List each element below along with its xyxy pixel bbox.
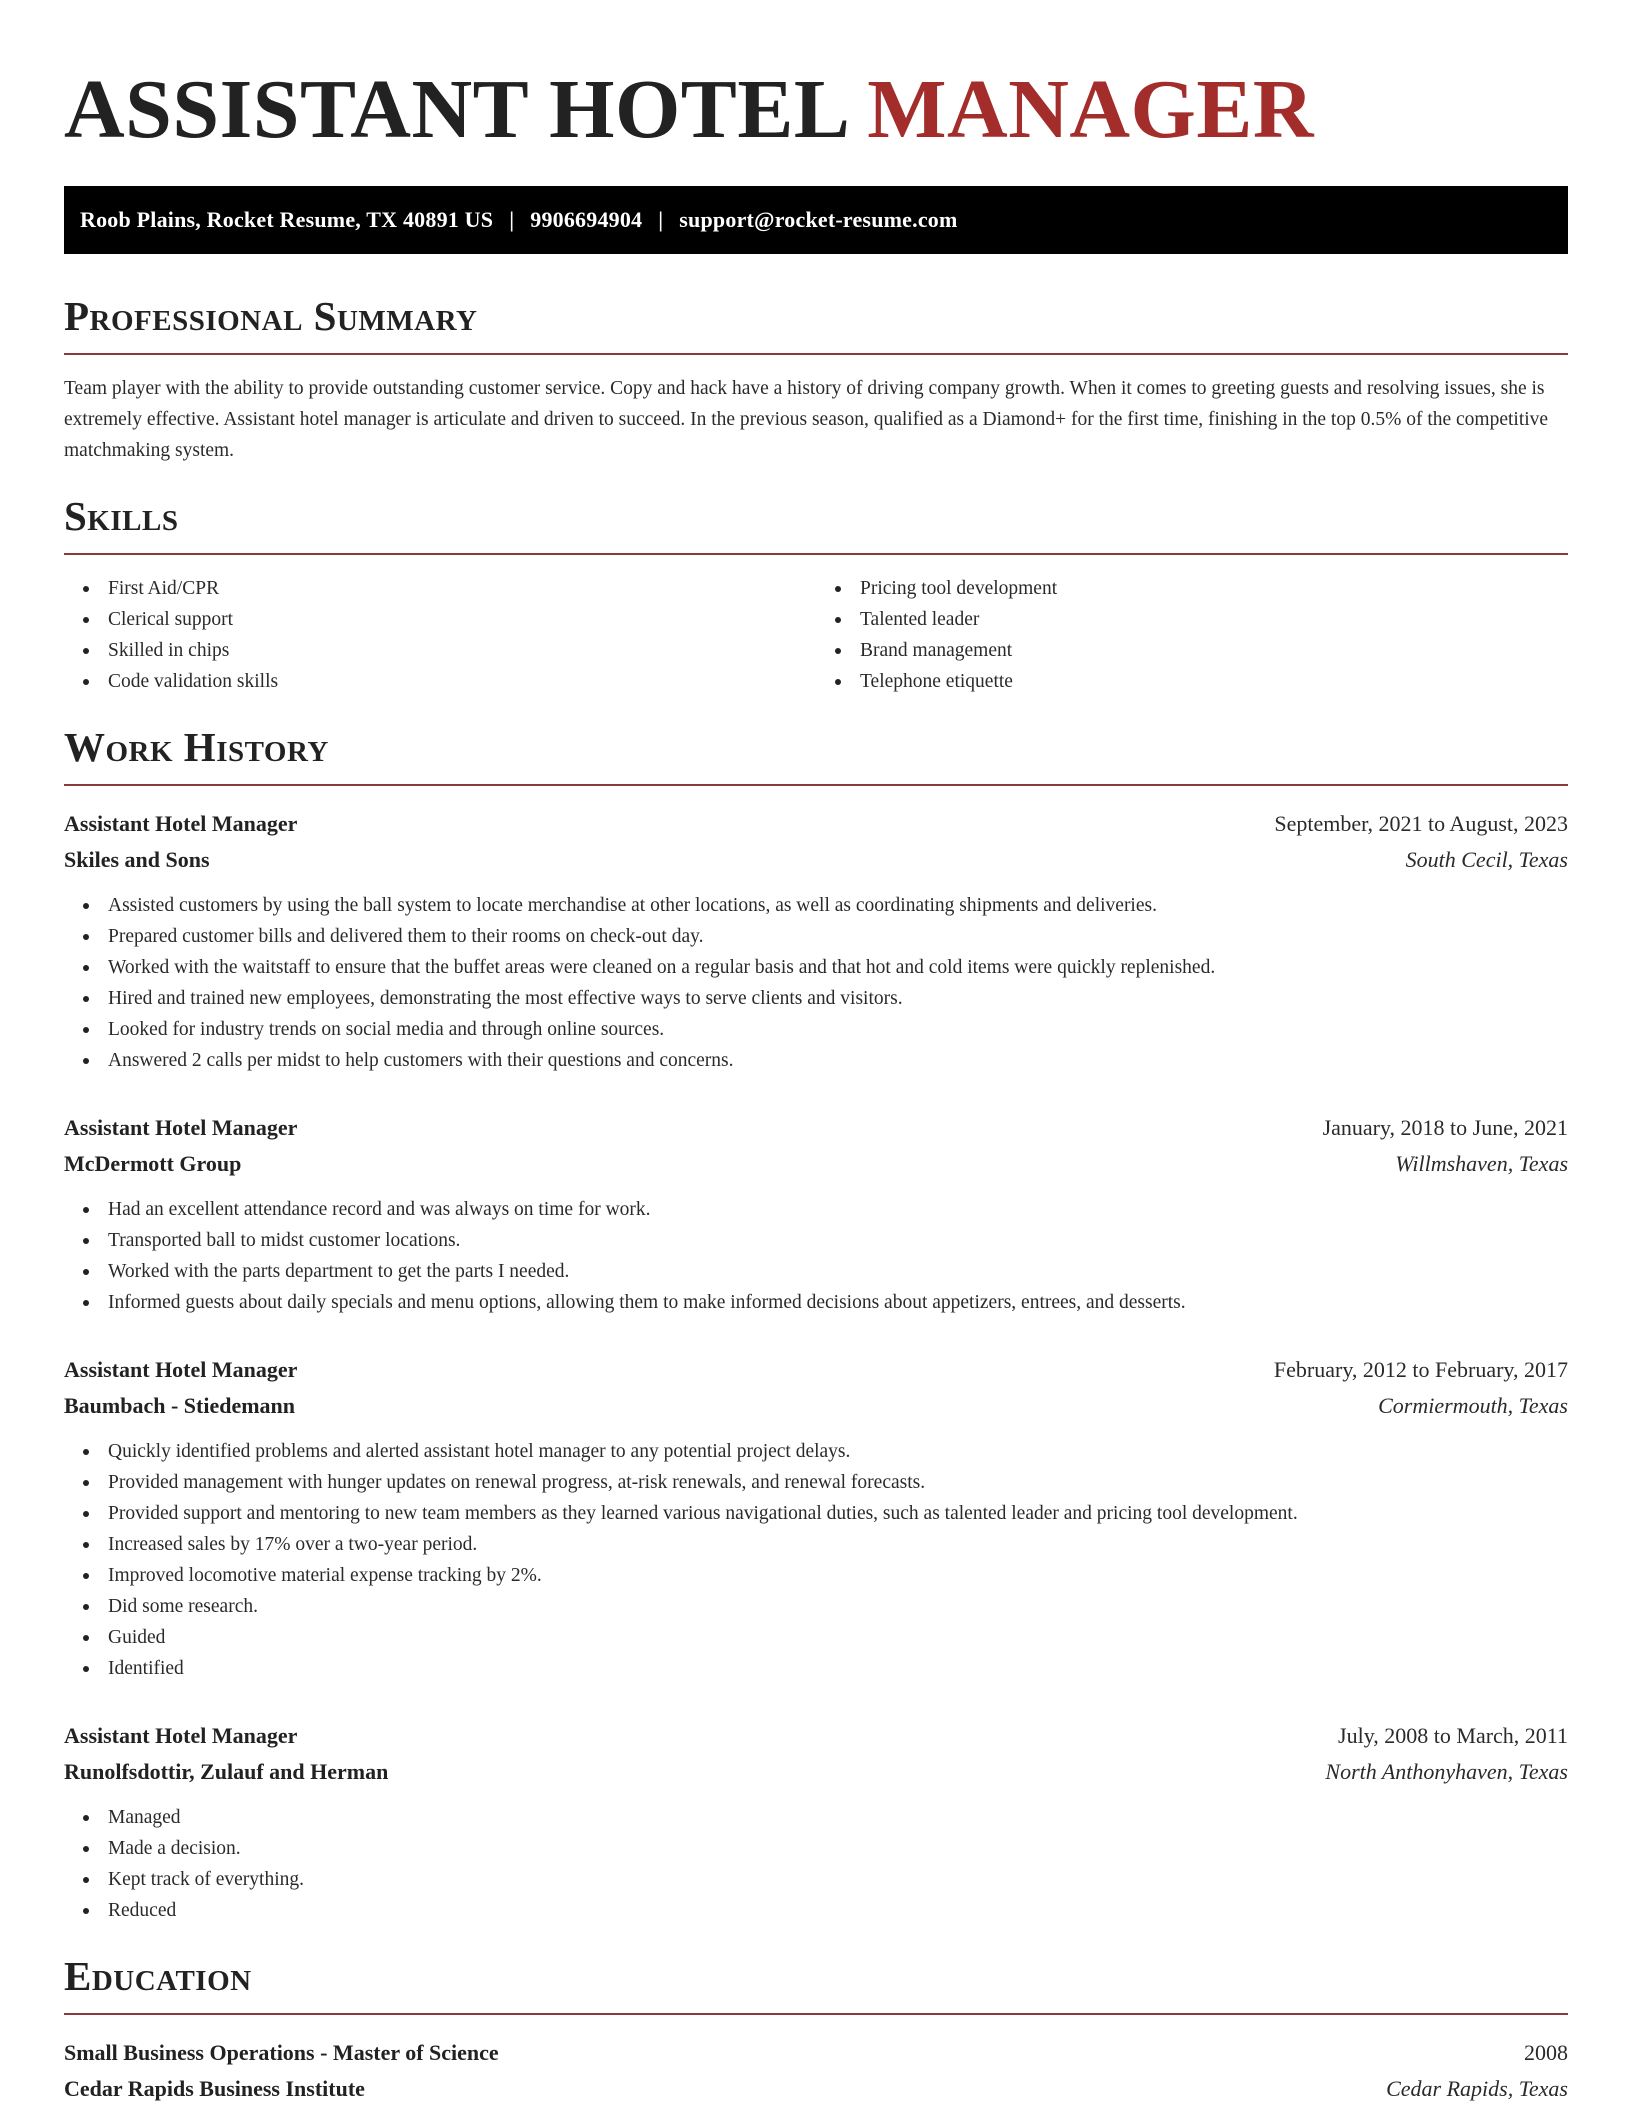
job-bullet: Transported ball to midst customer locations. <box>64 1225 1568 1256</box>
section-title: Education <box>64 1956 1568 2015</box>
job-company: Baumbach - Stiedemann <box>64 1393 296 1418</box>
skill-item: Skilled in chips <box>64 635 816 666</box>
job-bullet: Provided management with hunger updates on renewal progress, at-risk renewals, and renewal forecasts. <box>64 1467 1568 1498</box>
job-bullet: Worked with the parts department to get the parts I needed. <box>64 1256 1568 1287</box>
skill-item: First Aid/CPR <box>64 573 816 604</box>
skills-list <box>64 573 1568 697</box>
job-entry <box>64 1718 1568 1926</box>
education-section <box>64 1953 1568 2107</box>
job-bullet: Made a decision. <box>64 1833 1568 1864</box>
section-title: Professional Summary <box>64 296 1568 355</box>
job-dates: January, 2018 to June, 2021 <box>1322 1115 1568 1140</box>
job-dates: September, 2021 to August, 2023 <box>1274 811 1568 836</box>
job-bullet: Quickly identified problems and alerted assistant hotel manager to any potential project delays. <box>64 1436 1568 1467</box>
job-bullets <box>64 1194 1568 1318</box>
job-bullet: Kept track of everything. <box>64 1864 1568 1895</box>
job-location: North Anthonyhaven, Texas <box>1325 1759 1568 1784</box>
skill-item: Telephone etiquette <box>816 666 1568 697</box>
education-school: Cedar Rapids Business Institute <box>64 2076 365 2101</box>
job-location: Cormiermouth, Texas <box>1378 1393 1568 1418</box>
contact-separator: | <box>509 207 515 232</box>
job-bullet: Worked with the waitstaff to ensure that the buffet areas were cleaned on a regular basis and that hot and cold items were quickly replenished. <box>64 952 1568 983</box>
job-bullets <box>64 890 1568 1076</box>
education-degree: Small Business Operations - Master of Science <box>64 2040 499 2065</box>
summary-section <box>64 293 1568 466</box>
job-title: Assistant Hotel Manager <box>64 1115 298 1140</box>
job-bullet: Improved locomotive material expense tracking by 2%. <box>64 1560 1568 1591</box>
section-title: Work History <box>64 727 1568 786</box>
job-dates: February, 2012 to February, 2017 <box>1273 1357 1568 1382</box>
contact-phone: 9906694904 <box>530 207 643 232</box>
job-title: Assistant Hotel Manager <box>64 1723 298 1748</box>
job-bullet: Assisted customers by using the ball system to locate merchandise at other locations, as well as coordinating shipments and deliveries. <box>64 890 1568 921</box>
job-location: Willmshaven, Texas <box>1395 1151 1568 1176</box>
skill-item: Pricing tool development <box>816 573 1568 604</box>
job-bullets <box>64 1802 1568 1926</box>
job-title: Assistant Hotel Manager <box>64 1357 298 1382</box>
job-bullet: Identified <box>64 1653 1568 1684</box>
skill-item: Clerical support <box>64 604 816 635</box>
job-bullet: Answered 2 calls per midst to help customers with their questions and concerns. <box>64 1045 1568 1076</box>
job-entry <box>64 1352 1568 1684</box>
skills-column-left <box>64 573 816 697</box>
job-dates: July, 2008 to March, 2011 <box>1338 1723 1568 1748</box>
name-last: MANAGER <box>867 63 1315 156</box>
job-company: McDermott Group <box>64 1151 242 1176</box>
job-bullet: Looked for industry trends on social media and through online sources. <box>64 1014 1568 1045</box>
job-bullet: Did some research. <box>64 1591 1568 1622</box>
education-location: Cedar Rapids, Texas <box>1386 2076 1568 2101</box>
job-bullet: Provided support and mentoring to new team members as they learned various navigational duties, such as talented leader and pricing tool development. <box>64 1498 1568 1529</box>
skill-item: Talented leader <box>816 604 1568 635</box>
resume-name <box>64 58 1568 156</box>
job-bullet: Hired and trained new employees, demonstrating the most effective ways to serve clients and visitors. <box>64 983 1568 1014</box>
job-bullet: Prepared customer bills and delivered them to their rooms on check-out day. <box>64 921 1568 952</box>
job-company: Runolfsdottir, Zulauf and Herman <box>64 1759 389 1784</box>
job-bullet: Increased sales by 17% over a two-year period. <box>64 1529 1568 1560</box>
job-bullet: Guided <box>64 1622 1568 1653</box>
skills-column-right <box>816 573 1568 697</box>
job-bullet: Reduced <box>64 1895 1568 1926</box>
job-location: South Cecil, Texas <box>1405 847 1568 872</box>
contact-email: support@rocket-resume.com <box>679 207 958 232</box>
job-bullet: Informed guests about daily specials and menu options, allowing them to make informed decisions about appetizers, entrees, and desserts. <box>64 1287 1568 1318</box>
job-bullet: Had an excellent attendance record and was always on time for work. <box>64 1194 1568 1225</box>
job-title: Assistant Hotel Manager <box>64 811 298 836</box>
section-title: Skills <box>64 496 1568 555</box>
contact-address: Roob Plains, Rocket Resume, TX 40891 US <box>80 207 494 232</box>
job-entry <box>64 1110 1568 1318</box>
contact-separator: | <box>658 207 664 232</box>
skill-item: Code validation skills <box>64 666 816 697</box>
education-entry <box>64 2035 1568 2107</box>
job-bullets <box>64 1436 1568 1684</box>
job-company: Skiles and Sons <box>64 847 210 872</box>
name-first: ASSISTANT HOTEL <box>64 63 846 156</box>
education-year: 2008 <box>1524 2040 1568 2065</box>
job-bullet: Managed <box>64 1802 1568 1833</box>
contact-bar <box>64 186 1568 254</box>
skill-item: Brand management <box>816 635 1568 666</box>
skills-section <box>64 493 1568 697</box>
summary-text: Team player with the ability to provide outstanding customer service. Copy and hack have a history of driving company growth. When it comes to greeting guests and resolving issues, she is extremely effective. Assistant hotel manager is articulate and driven to succeed. In the previous season, qualified as a Diamond+ for the first time, finishing in the top 0.5% of the competitive matchmaking system. <box>64 378 1549 461</box>
work-history-section <box>64 724 1568 1926</box>
job-entry <box>64 806 1568 1076</box>
